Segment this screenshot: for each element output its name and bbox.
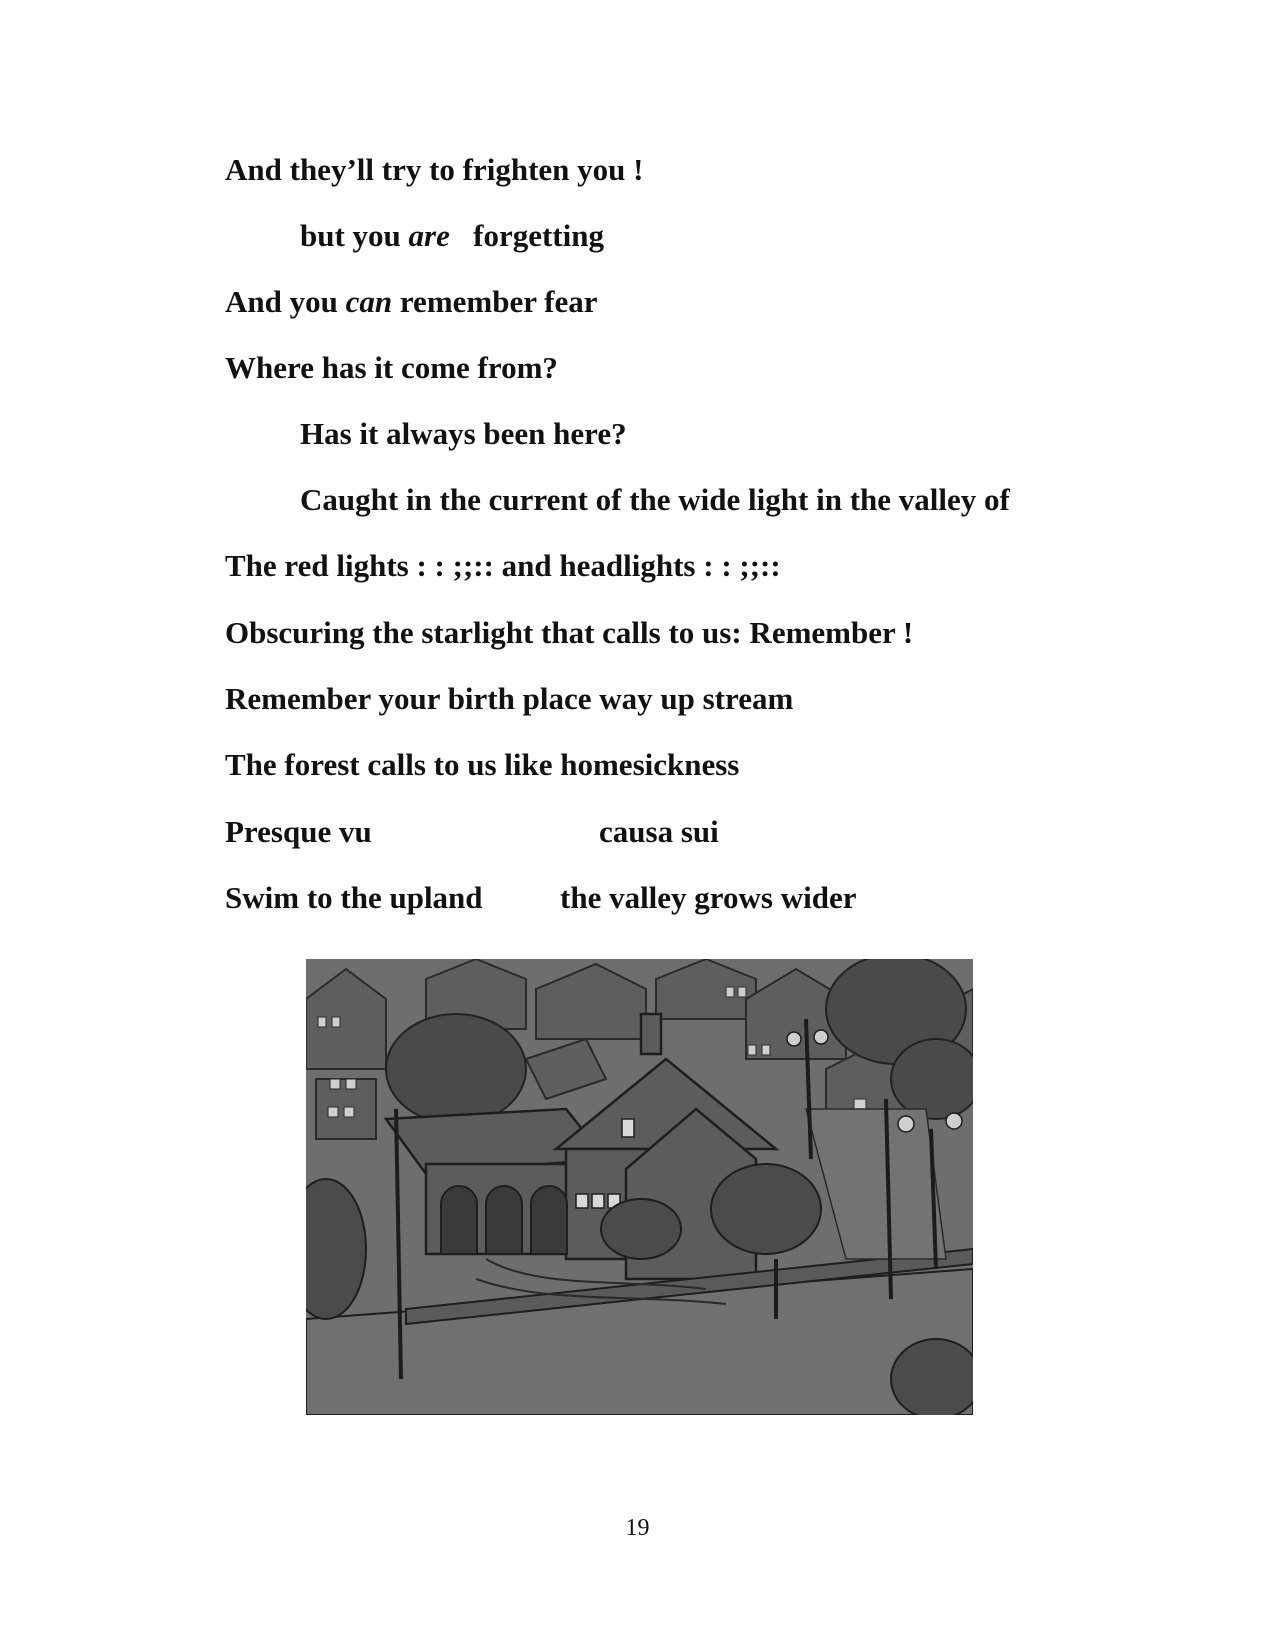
neighborhood-drawing: [306, 959, 973, 1415]
poem-line-1: And they’ll try to frighten you !: [225, 152, 644, 187]
poem-line-11-right: causa sui: [599, 814, 719, 849]
poem-line-2-emphasis: are: [408, 218, 450, 253]
poem-line-3-end: remember fear: [392, 284, 598, 319]
poem-line-10: The forest calls to us like homesickness: [225, 747, 740, 782]
poem-line-12-left: Swim to the upland: [225, 880, 483, 915]
poem-line-4: Where has it come from?: [225, 350, 558, 385]
poem-line-2-end: forgetting: [449, 218, 604, 253]
poem-line-9: Remember your birth place way up stream: [225, 681, 794, 716]
poem-line-5: Has it always been here?: [300, 416, 627, 451]
poem-line-3: [225, 284, 598, 320]
poem-line-11: [225, 814, 825, 850]
poem-line-11-left: Presque vu: [225, 814, 372, 849]
poem-line-8: Obscuring the starlight that calls to us: Remember !: [225, 615, 914, 650]
poem-line-7: The red lights : : ;;:: and headlights : : ;;::: [225, 548, 781, 583]
page-number: 19: [625, 1515, 650, 1541]
poem-line-2: [300, 218, 604, 254]
poem-line-2-start: but you: [300, 218, 409, 253]
poem-line-12-right: the valley grows wider: [560, 880, 857, 915]
poem-line-3-start: And you: [225, 284, 346, 319]
poem-line-12: [225, 880, 925, 916]
poem-line-3-emphasis: can: [345, 284, 393, 319]
poem-line-6: Caught in the current of the wide light in the valley of: [300, 482, 1010, 517]
neighborhood-illustration: [306, 959, 973, 1415]
